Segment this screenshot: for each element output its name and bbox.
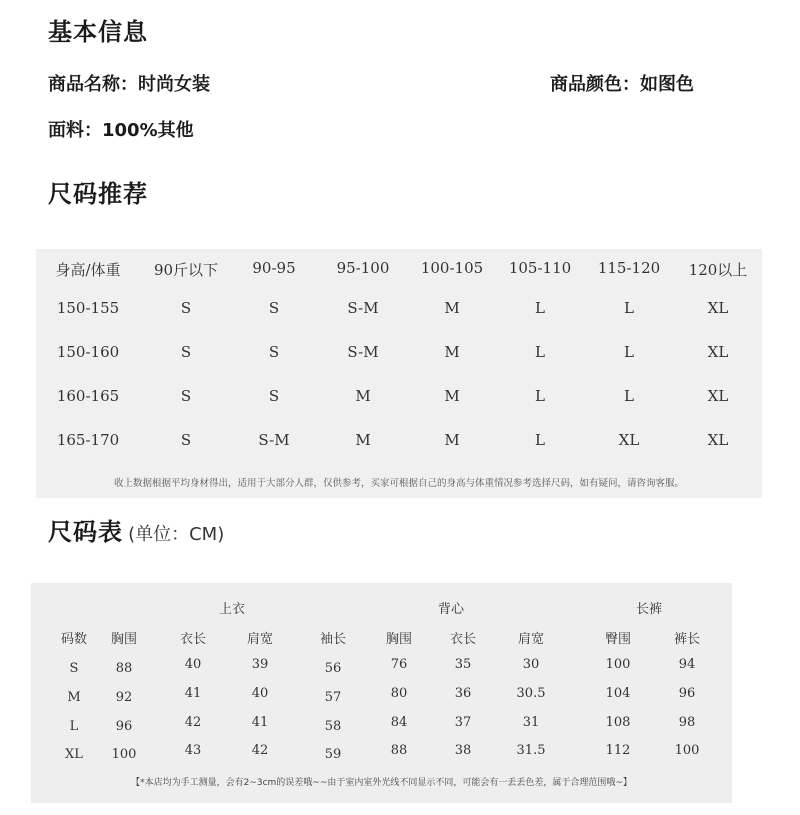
recommend-header-row-cell: 120以上 bbox=[688, 261, 748, 279]
recommend-row-cell: S bbox=[180, 343, 192, 361]
size-cell: 88 bbox=[390, 743, 408, 758]
recommend-row-cell: S-M bbox=[258, 431, 290, 449]
recommend-row-cell: L bbox=[624, 343, 634, 361]
size-cell: 38 bbox=[454, 743, 472, 758]
recommend-row-cell: 150-155 bbox=[56, 299, 120, 317]
recommend-row-cell: 150-160 bbox=[56, 343, 120, 361]
size-cell: 100 bbox=[674, 743, 700, 758]
size-row-label: L bbox=[69, 719, 79, 734]
recommend-row-cell: XL bbox=[707, 387, 729, 405]
size-column-header: 袖长 bbox=[319, 632, 347, 647]
size-cell: 96 bbox=[678, 686, 696, 701]
size-row-label: M bbox=[67, 690, 81, 705]
size-cell: 31.5 bbox=[516, 743, 546, 758]
size-table-title: 尺码表 bbox=[48, 518, 123, 546]
product-color: 商品颜色：如图色 bbox=[550, 74, 694, 95]
size-cell: 92 bbox=[115, 690, 133, 705]
size-column-header: 肩宽 bbox=[517, 632, 545, 647]
size-cell: 58 bbox=[324, 719, 342, 734]
recommend-row-cell: XL bbox=[707, 431, 729, 449]
recommend-row bbox=[36, 387, 762, 417]
recommend-row-cell: M bbox=[444, 431, 460, 449]
size-column-header: 胸围 bbox=[110, 632, 138, 647]
size-table-heading bbox=[48, 512, 224, 547]
recommend-row-cell: XL bbox=[618, 431, 640, 449]
size-cell: 100 bbox=[605, 657, 631, 672]
recommend-row-cell: 165-170 bbox=[56, 431, 120, 449]
size-cell: 42 bbox=[184, 715, 202, 730]
recommend-row-cell: S bbox=[180, 299, 192, 317]
size-table bbox=[31, 583, 732, 803]
size-cell: 39 bbox=[251, 657, 269, 672]
size-row-label: XL bbox=[65, 747, 83, 762]
recommend-header-row-cell: 105-110 bbox=[508, 259, 572, 277]
size-cell: 88 bbox=[115, 661, 133, 676]
recommend-row-cell: M bbox=[444, 343, 460, 361]
recommend-header-row-cell: 115-120 bbox=[597, 259, 661, 277]
recommend-row-cell: S bbox=[180, 387, 192, 405]
recommend-header-row-cell: 90斤以下 bbox=[153, 261, 219, 279]
recommend-row-cell: L bbox=[535, 387, 545, 405]
size-group-label: 上衣 bbox=[218, 602, 246, 617]
recommend-row-cell: 160-165 bbox=[56, 387, 120, 405]
size-cell: 59 bbox=[324, 747, 342, 762]
size-cell: 35 bbox=[454, 657, 472, 672]
size-column-header: 衣长 bbox=[449, 632, 477, 647]
recommend-row-cell: S-M bbox=[347, 299, 379, 317]
recommend-row-cell: S bbox=[268, 343, 280, 361]
size-column-header: 码数 bbox=[60, 632, 88, 647]
recommend-row bbox=[36, 431, 762, 461]
size-column-header: 裤长 bbox=[673, 632, 701, 647]
size-cell: 84 bbox=[390, 715, 408, 730]
size-cell: 40 bbox=[184, 657, 202, 672]
size-cell: 30 bbox=[522, 657, 540, 672]
size-cell: 36 bbox=[454, 686, 472, 701]
recommend-row-cell: L bbox=[535, 343, 545, 361]
size-group-label: 背心 bbox=[437, 602, 465, 617]
recommend-row-cell: L bbox=[624, 387, 634, 405]
size-cell: 56 bbox=[324, 661, 342, 676]
size-recommend-table bbox=[36, 249, 762, 498]
size-cell: 80 bbox=[390, 686, 408, 701]
size-cell: 76 bbox=[390, 657, 408, 672]
size-cell: 94 bbox=[678, 657, 696, 672]
recommend-header-row-cell: 身高/体重 bbox=[55, 261, 121, 279]
fabric-info: 面料：100%其他 bbox=[48, 120, 194, 141]
size-cell: 40 bbox=[251, 686, 269, 701]
size-cell: 104 bbox=[605, 686, 631, 701]
product-name: 商品名称：时尚女装 bbox=[48, 74, 210, 95]
size-table-note: 【*本店均为手工测量，会有2~3cm的误差哦~~由于室内室外光线不同显示不同，可能会有一丢丢色差，属于合理范围哦~】 bbox=[131, 778, 632, 788]
recommend-row-cell: M bbox=[355, 387, 371, 405]
recommend-row-cell: XL bbox=[707, 299, 729, 317]
recommend-header-row-cell: 100-105 bbox=[420, 259, 484, 277]
size-recommend-title: 尺码推荐 bbox=[48, 180, 148, 208]
size-row-label: S bbox=[69, 661, 79, 676]
size-cell: 112 bbox=[605, 743, 631, 758]
recommend-row bbox=[36, 343, 762, 373]
size-cell: 42 bbox=[251, 743, 269, 758]
size-cell: 57 bbox=[324, 690, 342, 705]
recommend-header-row bbox=[36, 259, 762, 289]
recommend-row-cell: S bbox=[180, 431, 192, 449]
size-cell: 96 bbox=[115, 719, 133, 734]
size-cell: 108 bbox=[605, 715, 631, 730]
recommend-row-cell: S bbox=[268, 387, 280, 405]
size-cell: 98 bbox=[678, 715, 696, 730]
size-cell: 30.5 bbox=[516, 686, 546, 701]
recommend-header-row-cell: 90-95 bbox=[252, 259, 296, 277]
size-recommend-note: 收上数据根据平均身材得出，适用于大部分人群，仅供参考，买家可根据自己的身高与体重情况参考选择尺码，如有疑问，请咨询客服。 bbox=[113, 478, 684, 489]
size-column-header: 臀围 bbox=[604, 632, 632, 647]
size-column-header: 胸围 bbox=[385, 632, 413, 647]
basic-info-title: 基本信息 bbox=[48, 18, 148, 46]
size-column-header: 衣长 bbox=[179, 632, 207, 647]
size-cell: 41 bbox=[184, 686, 202, 701]
recommend-row-cell: XL bbox=[707, 343, 729, 361]
recommend-header-row-cell: 95-100 bbox=[336, 259, 390, 277]
recommend-row-cell: S-M bbox=[347, 343, 379, 361]
size-cell: 100 bbox=[111, 747, 137, 762]
recommend-row-cell: L bbox=[535, 431, 545, 449]
recommend-row-cell: M bbox=[355, 431, 371, 449]
recommend-row bbox=[36, 299, 762, 329]
recommend-row-cell: L bbox=[624, 299, 634, 317]
size-group-label: 长裤 bbox=[635, 602, 663, 617]
recommend-row-cell: M bbox=[444, 387, 460, 405]
size-cell: 31 bbox=[522, 715, 540, 730]
size-cell: 37 bbox=[454, 715, 472, 730]
recommend-row-cell: L bbox=[535, 299, 545, 317]
recommend-row-cell: M bbox=[444, 299, 460, 317]
size-table-unit: (单位：CM) bbox=[128, 524, 225, 545]
size-cell: 43 bbox=[184, 743, 202, 758]
size-column-header: 肩宽 bbox=[246, 632, 274, 647]
size-cell: 41 bbox=[251, 715, 269, 730]
recommend-row-cell: S bbox=[268, 299, 280, 317]
